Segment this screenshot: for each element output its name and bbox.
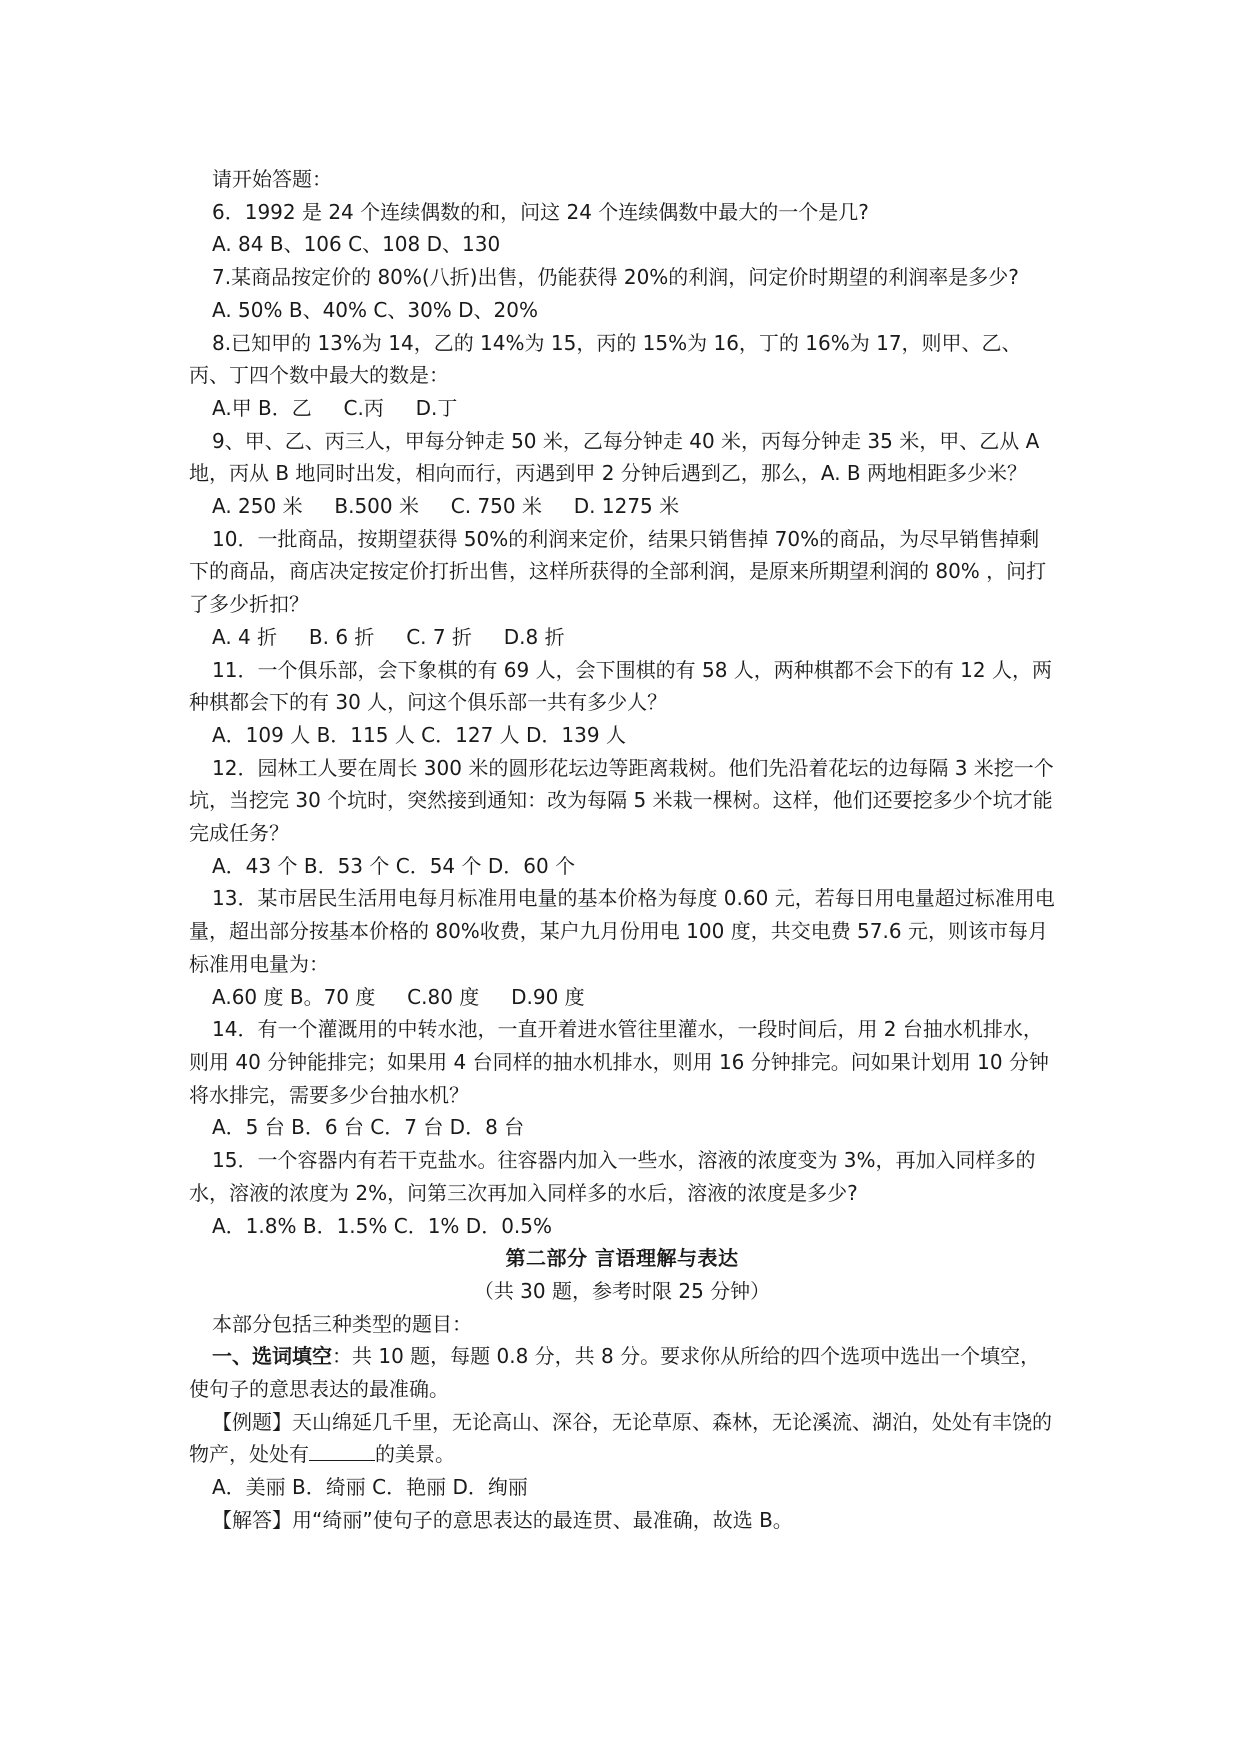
question-options: A. 50% B、40% C、30% D、20%: [212, 297, 539, 322]
question-11: [189, 654, 1055, 752]
question-stem: 9、甲、乙、丙三人，甲每分钟走 50 米，乙每分钟走 40 米，丙每分钟走 35 米，甲、乙从 A 地，丙从 B 地同时出发，相向而行，丙遇到甲 2 分钟后遇到乙，那么，A. B 两地相距多少米？: [189, 428, 1040, 486]
question-options: A．43 个 B．53 个 C．54 个 D．60 个: [212, 853, 576, 878]
part2-title: 第二部分 言语理解与表达: [505, 1246, 739, 1271]
question-options: A. 4 折 B. 6 折 C. 7 折 D.8 折: [212, 624, 565, 649]
question-stem: 13．某市居民生活用电每月标准用电量的基本价格为每度 0.60 元，若每日用电量超过标准用电量，超出部分按基本价格的 80%收费，某户九月份用电 100 度，共交电费 57.6 元，则该市每月标准用电量为：: [189, 886, 1055, 976]
question-stem: 11．一个俱乐部，会下象棋的有 69 人，会下围棋的有 58 人，两种棋都不会下的有 12 人，两种棋都会下的有 30 人，问这个俱乐部一共有多少人？: [189, 657, 1052, 715]
type1-text: ：共 10 题，每题 0.8 分，共 8 分。要求你从所给的四个选项中选出一个填空，使句子的意思表达的最准确。: [189, 1344, 1041, 1402]
document-page: [189, 163, 1055, 1537]
fill-in-blank: [309, 1440, 375, 1461]
question-stem: 14．有一个灌溉用的中转水池，一直开着进水管往里灌水，一段时间后，用 2 台抽水机排水，则用 40 分钟能排完；如果用 4 台同样的抽水机排水，则用 16 分钟排完。问如果计划用 10 分钟将水排完，需要多少台抽水机？: [189, 1017, 1049, 1107]
question-options: A．1.8% B．1.5% C．1% D．0.5%: [212, 1213, 552, 1238]
answer-paragraph: [189, 1504, 1055, 1537]
question-options: A.甲 B．乙 C.丙 D.丁: [212, 395, 458, 420]
question-options: A. 84 B、106 C、108 D、130: [212, 232, 501, 257]
question-15: [189, 1144, 1055, 1242]
example-label: 【例题】: [212, 1409, 292, 1434]
question-13: [189, 882, 1055, 1013]
example-options: A．美丽 B．绮丽 C．艳丽 D．绚丽: [212, 1475, 528, 1500]
question-options: A.60 度 B。70 度 C.80 度 D.90 度: [212, 984, 585, 1009]
type1-label: 一、选词填空: [212, 1344, 332, 1369]
question-options: A．109 人 B．115 人 C．127 人 D．139 人: [212, 722, 626, 747]
question-options: A. 250 米 B.500 米 C. 750 米 D. 1275 米: [212, 494, 680, 519]
question-9: [189, 425, 1055, 523]
intro-text: 请开始答题：: [212, 167, 332, 191]
question-stem: 15．一个容器内有若干克盐水。往容器内加入一些水，溶液的浓度变为 3%，再加入同样多的水，溶液的浓度为 2%，问第三次再加入同样多的水后，溶液的浓度是多少?: [189, 1148, 1036, 1205]
answer-text: 用“绮丽”使句子的意思表达的最连贯、最准确，故选 B。: [292, 1507, 793, 1532]
question-stem: 12．园林工人要在周长 300 米的圆形花坛边等距离栽树。他们先沿着花坛的边每隔 3 米挖一个坑，当挖完 30 个坑时，突然接到通知：改为每隔 5 米栽一棵树。这样，他们还要挖多少个坑才能完成任务？: [189, 755, 1054, 846]
question-stem: 7.某商品按定价的 80%(八折)出售，仍能获得 20%的利润，问定价时期望的利润率是多少?: [212, 265, 1019, 290]
question-14: [189, 1013, 1055, 1144]
question-8: [189, 327, 1055, 425]
question-stem: 6．1992 是 24 个连续偶数的和，问这 24 个连续偶数中最大的一个是几?: [212, 199, 869, 224]
example-paragraph: [189, 1406, 1055, 1471]
part2-intro: 本部分包括三种类型的题目：: [212, 1311, 472, 1336]
question-7: [189, 261, 1055, 326]
question-options: A．5 台 B．6 台 C．7 台 D．8 台: [212, 1115, 525, 1140]
question-stem: 10．一批商品，按期望获得 50%的利润来定价，结果只销售掉 70%的商品，为尽早销售掉剩下的商品，商店决定按定价打折出售，这样所获得的全部利润，是原来所期望利润的 80% ，问打了多少折扣？: [189, 526, 1047, 617]
question-12: [189, 752, 1055, 883]
example-text-after: 的美景。: [375, 1442, 455, 1467]
question-6: [189, 196, 1055, 261]
answer-label: 【解答】: [212, 1507, 292, 1532]
type1-description: [189, 1340, 1055, 1405]
question-stem: 8.已知甲的 13%为 14，乙的 14%为 15，丙的 15%为 16，丁的 16%为 17，则甲、乙、丙、丁四个数中最大的数是：: [189, 330, 1022, 388]
question-10: [189, 523, 1055, 654]
part2-subtitle: （共 30 题，参考时限 25 分钟）: [473, 1278, 771, 1303]
example-text-before: 天山绵延几千里，无论高山、深谷，无论草原、森林，无论溪流、湖泊，处处有丰饶的物产，处处有: [189, 1409, 1052, 1467]
